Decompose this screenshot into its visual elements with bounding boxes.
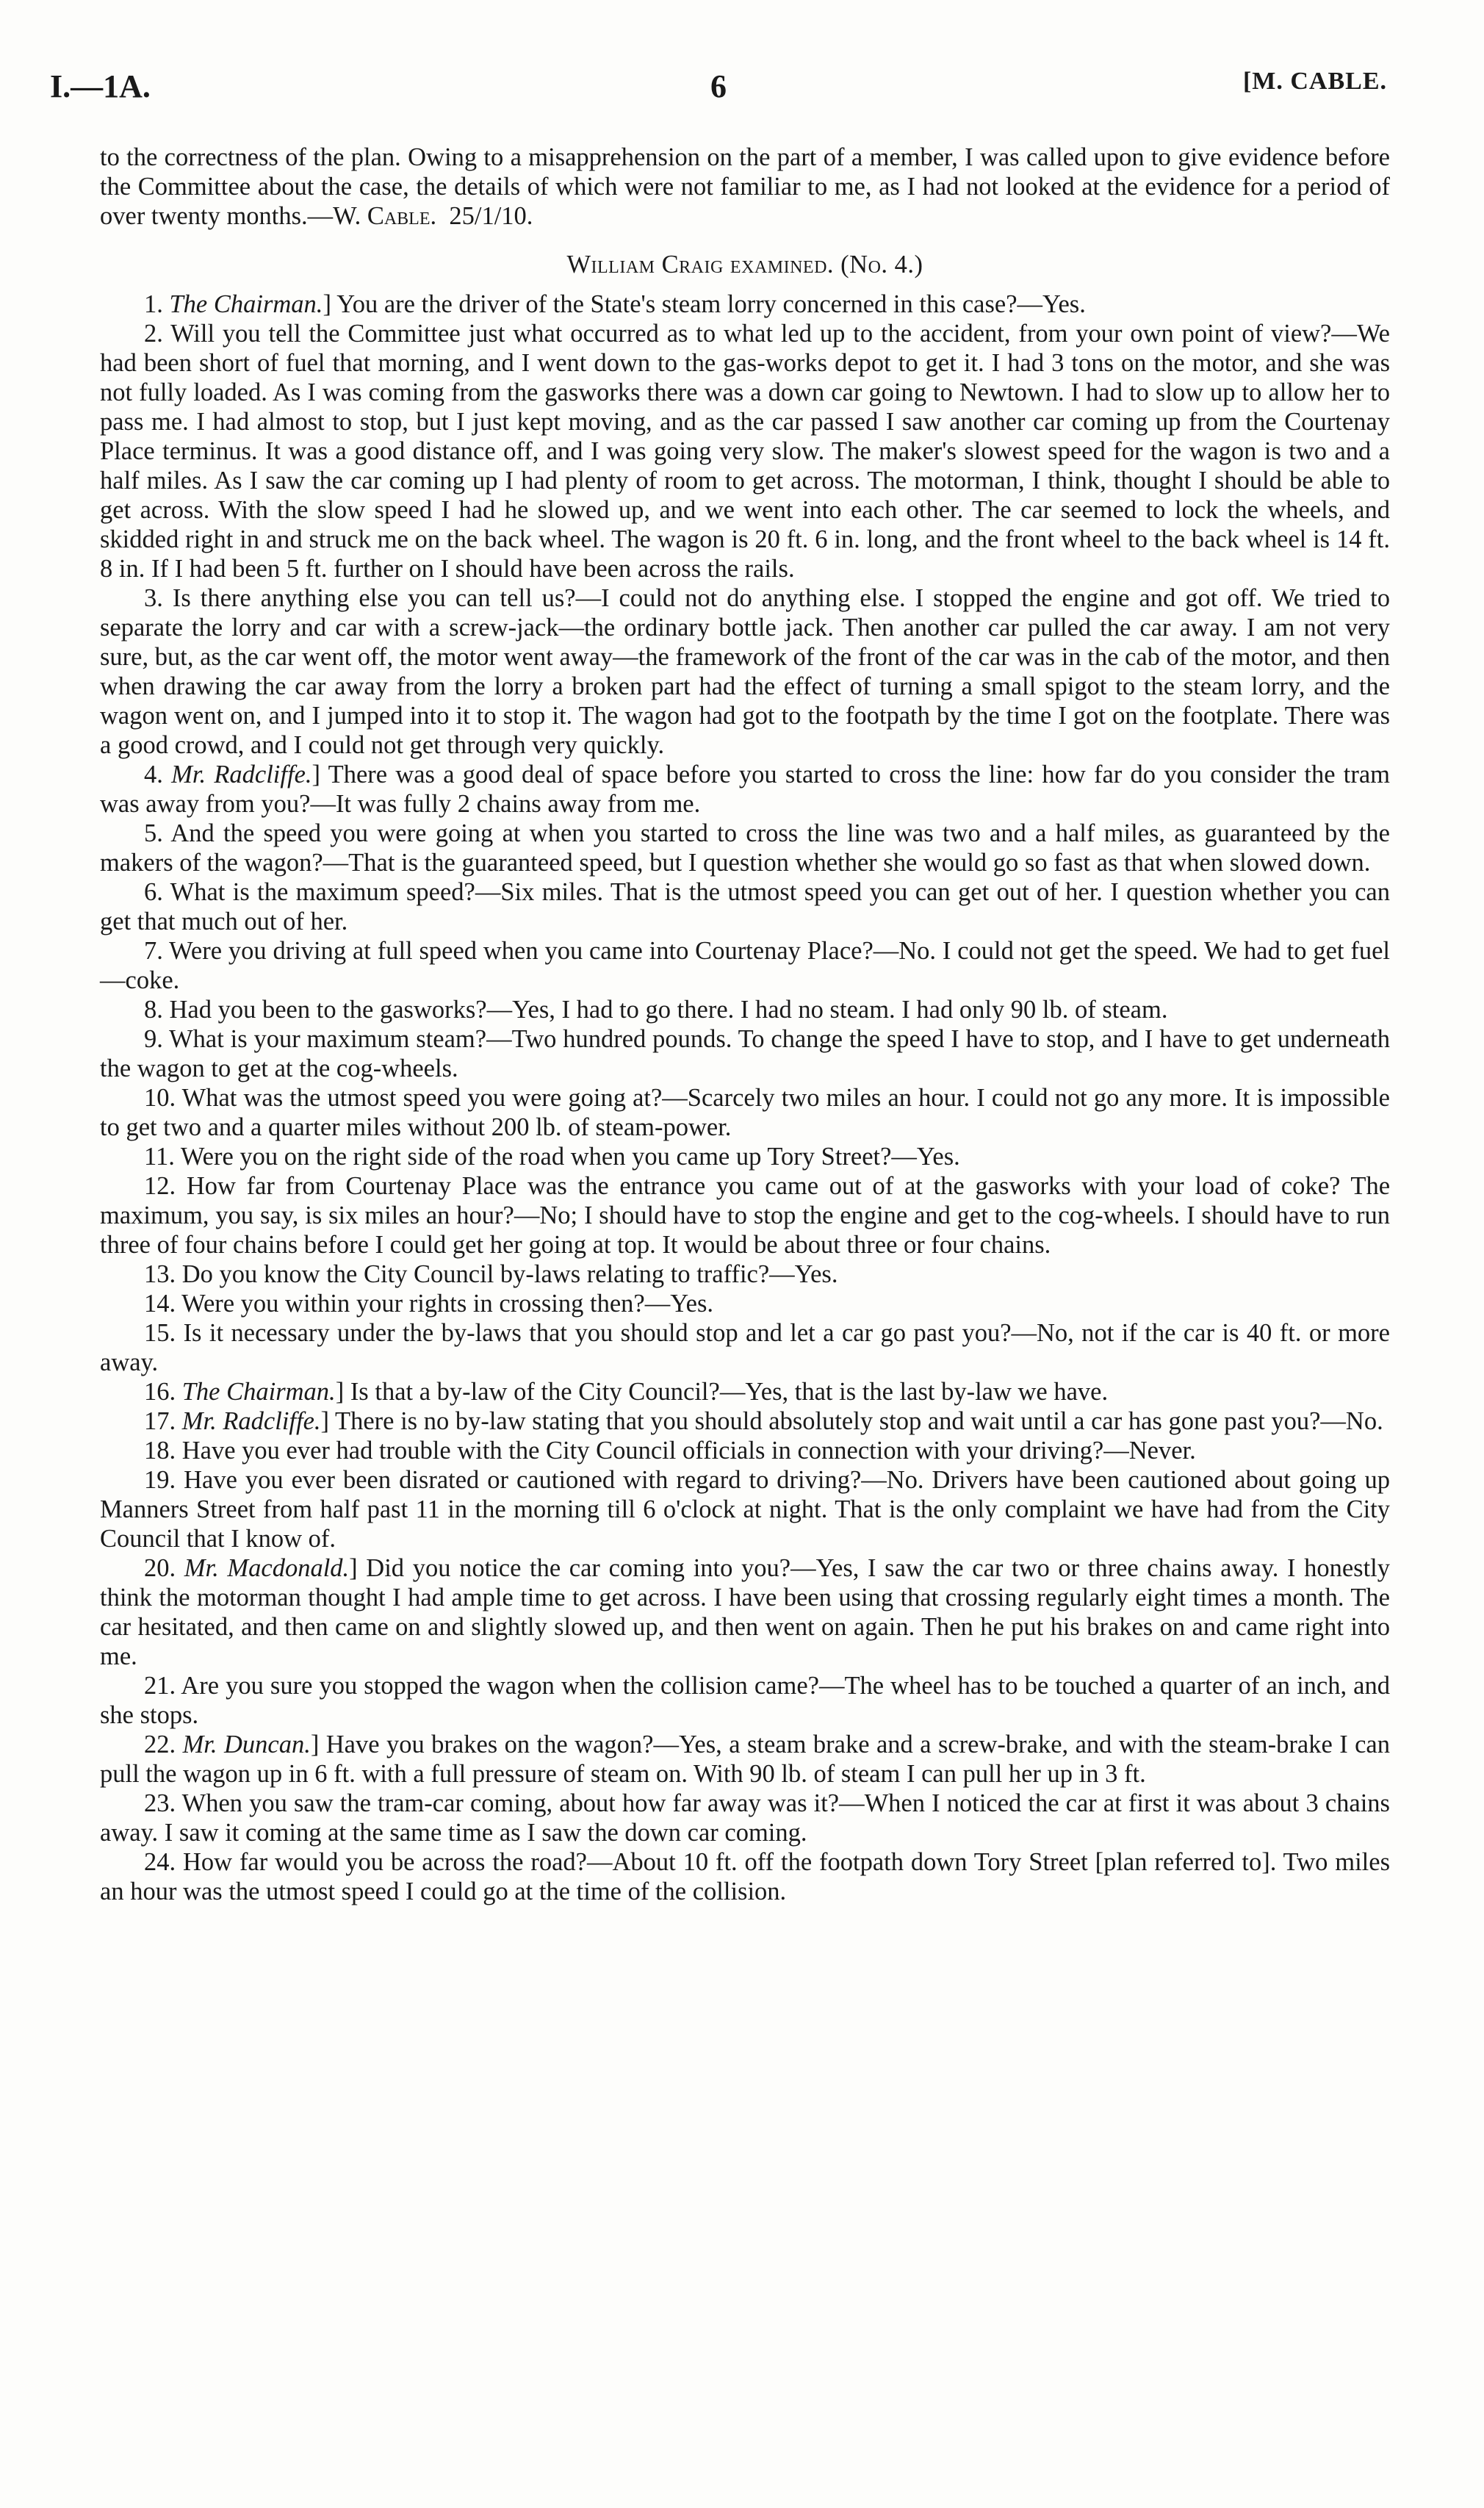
question-number: 10. — [144, 1084, 176, 1112]
question-text: There is no by-law stating that you should absolutely stop and wait until a car has gone past you?—No. — [335, 1407, 1383, 1435]
question-text: There was a good deal of space before you started to cross the line: how far do you consider the tram was away from you?—It was fully 2 chains away from me. — [100, 761, 1391, 818]
question-paragraph — [100, 1671, 1390, 1730]
question-number: 22. — [144, 1731, 176, 1758]
question-paragraph — [100, 583, 1390, 760]
question-text: Are you sure you stopped the wagon when the collision came?—The wheel has to be touched a quarter of an inch, and she stops. — [100, 1672, 1390, 1729]
page-number: 6 — [710, 68, 727, 104]
question-paragraph — [100, 1289, 1390, 1318]
page-header — [50, 68, 1387, 112]
question-paragraph: 20. Mr. Macdonald.] Did you notice the car coming into you?—Yes, I saw the car two or three chains away. I honestly think the motorman thought I had ample time to get across. I have been using that crossing regularly eight times a month. The car hesitated, and then came on and slightly slowed up, and then went on again. Then he put his brakes on and came right into me. — [100, 1554, 1391, 1670]
question-number: 16. — [144, 1378, 176, 1406]
question-paragraph — [100, 1789, 1390, 1847]
intro-paragraph — [100, 143, 1390, 231]
speaker-name: Mr. Macdonald. — [184, 1554, 350, 1582]
question-paragraph — [100, 819, 1390, 877]
question-text: Have you ever had trouble with the City Council officials in connection with your driving?—Never. — [181, 1437, 1196, 1465]
question-number: 20. — [144, 1554, 176, 1582]
question-text: Had you been to the gasworks?—Yes, I had to go there. I had no steam. I had only 90 lb. of steam. — [169, 996, 1168, 1024]
question-text: How far from Courtenay Place was the entrance you came out of at the gasworks with your load of coke? The maximum, you say, is six miles an hour?—No; I should have to stop the engine and get to the cog-wheels. I should have to run three of four chains before I could get her going at top. It would be about three or four chains. — [100, 1172, 1391, 1259]
question-number: 21. — [144, 1672, 176, 1700]
question-number: 6. — [144, 878, 163, 906]
question-number: 8. — [144, 996, 163, 1024]
question-paragraph — [100, 1171, 1390, 1260]
question-number: 17. — [144, 1407, 176, 1435]
question-paragraph — [100, 995, 1390, 1024]
question-number: 9. — [144, 1025, 163, 1053]
question-number: 2. — [144, 320, 163, 348]
question-text: How far would you be across the road?—About 10 ft. off the footpath down Tory Street [plan referred to]. Two miles an hour was the utmost speed I could go at the time of the collision. — [100, 1848, 1391, 1905]
question-text: What is the maximum speed?—Six miles. That is the utmost speed you can get out of her. I question whether you can get that much out of her. — [100, 878, 1390, 935]
question-number: 24. — [144, 1848, 176, 1876]
speaker-name: Mr. Radcliffe. — [181, 1407, 321, 1435]
question-paragraph — [100, 936, 1390, 995]
question-text: Is it necessary under the by-laws that you should stop and let a car go past you?—No, not if the car is 40 ft. or more away. — [100, 1319, 1390, 1376]
question-text: When you saw the tram-car coming, about how far away was it?—When I noticed the car at first it was about 3 chains away. I saw it coming at the same time as I saw the down car coming. — [100, 1789, 1390, 1847]
question-number: 12. — [144, 1172, 176, 1200]
question-answer-list — [100, 290, 1390, 1906]
question-number: 15. — [144, 1319, 176, 1347]
document-body — [100, 143, 1390, 1906]
witness-running-head: [M. CABLE. — [1242, 68, 1387, 95]
signature-date: 25/1/10. — [449, 202, 533, 230]
question-paragraph — [100, 1024, 1390, 1083]
question-paragraph: 16. The Chairman.] Is that a by-law of the City Council?—Yes, that is the last by-law we have. — [144, 1378, 1109, 1406]
question-text: You are the driver of the State's steam lorry concerned in this case?—Yes. — [336, 290, 1086, 318]
question-number: 19. — [144, 1466, 176, 1494]
speaker-name: Mr. Radcliffe. — [171, 761, 312, 788]
question-number: 23. — [144, 1789, 176, 1817]
question-number: 14. — [144, 1290, 176, 1318]
question-number: 4. — [144, 761, 163, 788]
question-paragraph — [100, 1142, 1390, 1171]
question-paragraph — [100, 1847, 1390, 1906]
intro-text: to the correctness of the plan. Owing to a misapprehension on the part of a member, I was called upon to give evidence before the Committee about the case, the details of which were not familiar to me, as I had not looked at the evidence for a period of over twenty months.— — [100, 143, 1390, 230]
question-number: 3. — [144, 584, 163, 612]
question-text: Were you driving at full speed when you came into Courtenay Place?—No. I could not get the speed. We had to get fuel—coke. — [100, 937, 1390, 994]
question-text: Were you within your rights in crossing then?—Yes. — [181, 1290, 714, 1318]
question-text: Is there anything else you can tell us?—I could not do anything else. I stopped the engine and got off. We tried to separate the lorry and car with a screw-jack—the ordinary bottle jack. Then another car pulled the car away. I am not very sure, but, as the car went off, the motor went away—the framework of the front of the car was in the cab of the motor, and then when drawing the car away from the lorry a broken part had the effect of turning a small spigot to the steam lorry, and the wagon went on, and I jumped into it to stop it. The wagon had got to the footpath by the time I got on the footplate. There was a good crowd, and I could not get through very quickly. — [100, 584, 1391, 759]
question-number: 18. — [144, 1437, 176, 1465]
question-paragraph — [100, 1318, 1390, 1377]
question-paragraph — [100, 1436, 1390, 1465]
question-paragraph: 1. The Chairman.] You are the driver of the State's steam lorry concerned in this case?—Yes. — [144, 290, 1086, 318]
question-text: Did you notice the car coming into you?—Yes, I saw the car two or three chains away. I honestly think the motorman thought I had ample time to get across. I have been using that crossing regularly eight times a month. The car hesitated, and then came on and slightly slowed up, and then went on again. Then he put his brakes on and came right into me. — [100, 1554, 1391, 1670]
question-paragraph — [100, 1083, 1390, 1142]
parliamentary-paper-reference: I.—1A. — [50, 68, 151, 104]
question-number: 11. — [144, 1143, 175, 1171]
question-paragraph — [100, 1260, 1390, 1289]
question-text: Do you know the City Council by-laws relating to traffic?—Yes. — [181, 1260, 838, 1288]
question-number: 5. — [144, 819, 163, 847]
question-text: What is your maximum steam?—Two hundred pounds. To change the speed I have to stop, and I have to get underneath the wagon to get at the cog-wheels. — [100, 1025, 1390, 1082]
signature: W. Cable. — [333, 202, 437, 230]
speaker-name: The Chairman. — [181, 1378, 336, 1406]
question-text: Have you ever been disrated or cautioned with regard to driving?—No. Drivers have been cautioned about going up Manners Street from half past 11 in the morning till 6 o'clock at night. That is the only complaint we have had from the City Council that I know of. — [100, 1466, 1390, 1553]
question-text: Will you tell the Committee just what occurred as to what led up to the accident, from your own point of view?—We had been short of fuel that morning, and I went down to the gas-works depot to get it. I had 3 tons on the motor, and she was not fully loaded. As I was coming from the gasworks there was a down car going to Newtown. I had to slow up to allow her to pass me. I had almost to stop, but I just kept moving, and as the car passed I saw another car coming up from the Courtenay Place terminus. It was a good distance off, and I was going very slow. The maker's slowest speed for the wagon is two and a half miles. As I saw the car coming up I had plenty of room to get across. The motorman, I think, thought I should be able to get across. With the slow speed I had he slowed up, and we went into each other. The car seemed to lock the wheels, and skidded right in and struck me on the back wheel. The wagon is 20 ft. 6 in. long, and the front wheel to the back wheel is 14 ft. 8 in. If I had been 5 ft. further on I should have been across the rails. — [100, 320, 1390, 583]
question-text: Were you on the right side of the road when you came up Tory Street?—Yes. — [180, 1143, 960, 1171]
speaker-name: Mr. Duncan. — [182, 1731, 311, 1758]
question-number: 7. — [144, 937, 163, 965]
speaker-name: The Chairman. — [169, 290, 323, 318]
question-paragraph: 22. Mr. Duncan.] Have you brakes on the wagon?—Yes, a steam brake and a screw-brake, and with the steam-brake I can pull the wagon up in 6 ft. with a full pressure of steam on. With 90 lb. of steam I can pull her up in 3 ft. — [100, 1731, 1390, 1788]
question-paragraph — [100, 319, 1390, 583]
question-text: Is that a by-law of the City Council?—Yes, that is the last by-law we have. — [350, 1378, 1109, 1406]
question-number: 13. — [144, 1260, 176, 1288]
question-number: 1. — [144, 290, 163, 318]
question-paragraph — [100, 1465, 1390, 1553]
section-heading: William Craig examined. (No. 4.) — [566, 251, 923, 279]
question-text: And the speed you were going at when you started to cross the line was two and a half miles, as guaranteed by the makers of the wagon?—That is the guaranteed speed, but I question whether she would go so fast as that when slowed down. — [100, 819, 1390, 877]
question-paragraph: 4. Mr. Radcliffe.] There was a good deal of space before you started to cross the line: how far do you consider the tram was away from you?—It was fully 2 chains away from me. — [100, 761, 1391, 818]
question-paragraph: 17. Mr. Radcliffe.] There is no by-law stating that you should absolutely stop and wait until a car has gone past you?—No. — [144, 1407, 1383, 1435]
question-paragraph — [100, 877, 1390, 936]
question-text: What was the utmost speed you were going at?—Scarcely two miles an hour. I could not go any more. It is impossible to get two and a quarter miles without 200 lb. of steam-power. — [100, 1084, 1390, 1141]
question-text: Have you brakes on the wagon?—Yes, a steam brake and a screw-brake, and with the steam-brake I can pull the wagon up in 6 ft. with a full pressure of steam on. With 90 lb. of steam I can pull her up in 3 ft. — [100, 1731, 1390, 1788]
